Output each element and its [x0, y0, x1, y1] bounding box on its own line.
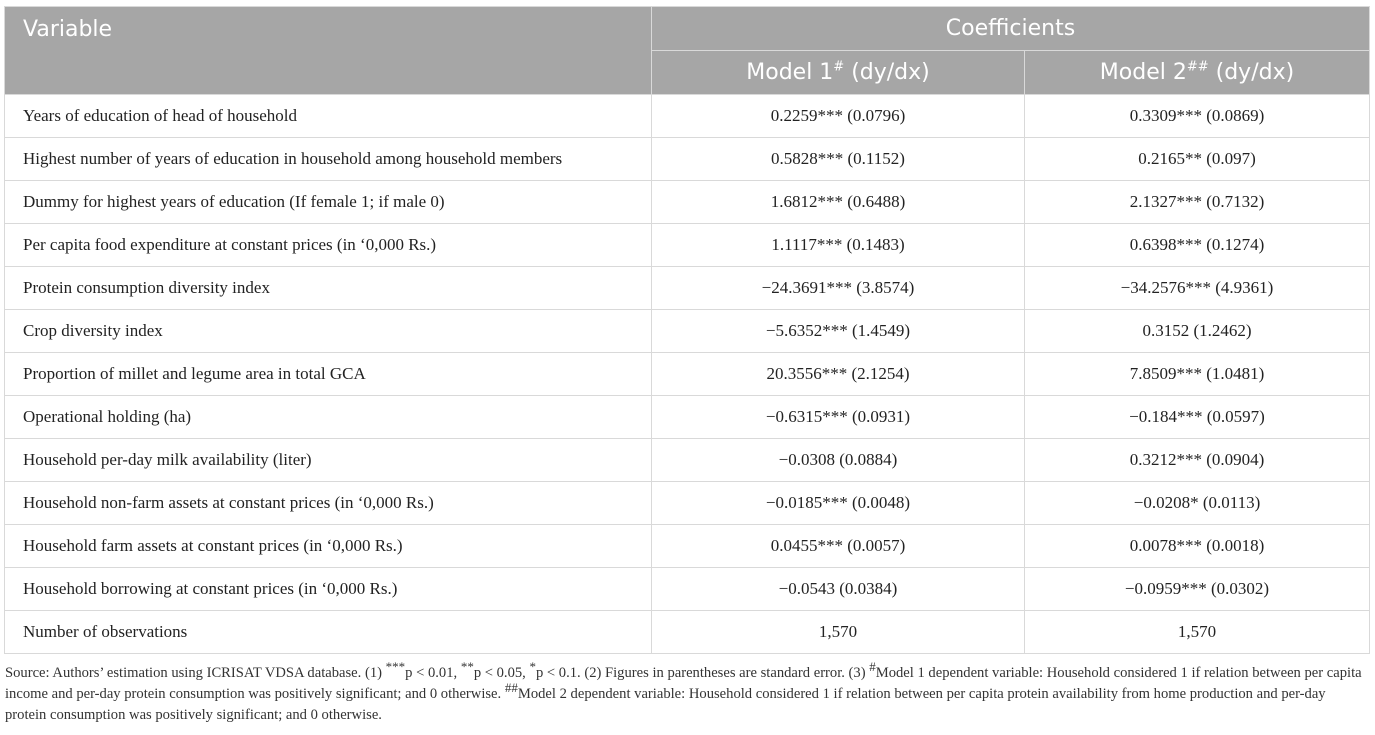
footnote-text: Model 2 dependent variable: Household considered 1 if relation between per capita protein availability from home production and per-day protein consumption was positively significant; and 0 otherwise.	[5, 686, 1326, 723]
footnote-sup: #	[869, 659, 876, 675]
footnote-sup: *	[529, 659, 536, 675]
model2-cell: 0.3152 (1.2462)	[1025, 310, 1370, 353]
model2-cell: −0.0208* (0.0113)	[1025, 482, 1370, 525]
model2-cell: 0.3212*** (0.0904)	[1025, 439, 1370, 482]
variable-cell: Highest number of years of education in household among household members	[5, 138, 652, 181]
model2-label: Model 2	[1099, 60, 1187, 85]
variable-cell: Operational holding (ha)	[5, 396, 652, 439]
model1-cell: −0.6315*** (0.0931)	[652, 396, 1025, 439]
model2-cell: 7.8509*** (1.0481)	[1025, 353, 1370, 396]
table-row	[5, 310, 1370, 353]
model2-cell: 0.3309*** (0.0869)	[1025, 95, 1370, 138]
model1-cell: −0.0185*** (0.0048)	[652, 482, 1025, 525]
model1-sup: #	[833, 59, 845, 75]
variable-cell: Proportion of millet and legume area in total GCA	[5, 353, 652, 396]
model1-cell: −24.3691*** (3.8574)	[652, 267, 1025, 310]
model1-cell: −5.6352*** (1.4549)	[652, 310, 1025, 353]
table-row	[5, 568, 1370, 611]
model2-suffix: (dy/dx)	[1208, 60, 1295, 85]
model2-cell: −0.184*** (0.0597)	[1025, 396, 1370, 439]
table-row	[5, 267, 1370, 310]
table-body	[5, 95, 1370, 654]
model1-cell: 0.5828*** (0.1152)	[652, 138, 1025, 181]
header-row-1	[5, 7, 1370, 51]
table-row	[5, 181, 1370, 224]
model2-cell: −0.0959*** (0.0302)	[1025, 568, 1370, 611]
model1-header	[652, 51, 1025, 95]
variable-cell: Household non-farm assets at constant prices (in ‘0,000 Rs.)	[5, 482, 652, 525]
model1-cell: 1,570	[652, 611, 1025, 654]
model1-cell: 20.3556*** (2.1254)	[652, 353, 1025, 396]
model1-cell: 0.0455*** (0.0057)	[652, 525, 1025, 568]
variable-cell: Household borrowing at constant prices (in ‘0,000 Rs.)	[5, 568, 652, 611]
model1-cell: −0.0308 (0.0884)	[652, 439, 1025, 482]
model2-cell: 0.6398*** (0.1274)	[1025, 224, 1370, 267]
table-footnote	[4, 659, 1370, 726]
table-row	[5, 353, 1370, 396]
footnote-sup: ##	[504, 680, 518, 696]
table-row	[5, 439, 1370, 482]
model1-cell: −0.0543 (0.0384)	[652, 568, 1025, 611]
results-table-container	[4, 6, 1369, 726]
table-row	[5, 224, 1370, 267]
model2-cell: 0.2165** (0.097)	[1025, 138, 1370, 181]
variable-cell: Protein consumption diversity index	[5, 267, 652, 310]
variable-column-header: Variable	[5, 7, 652, 95]
table-row	[5, 138, 1370, 181]
model1-cell: 1.1117*** (0.1483)	[652, 224, 1025, 267]
variable-cell: Dummy for highest years of education (If female 1; if male 0)	[5, 181, 652, 224]
footnote-text: p < 0.05,	[473, 665, 530, 681]
model2-header	[1025, 51, 1370, 95]
footnote-text: Source: Authors’ estimation using ICRISAT VDSA database. (1)	[5, 665, 386, 681]
table-row	[5, 482, 1370, 525]
variable-cell: Crop diversity index	[5, 310, 652, 353]
variable-cell: Number of observations	[5, 611, 652, 654]
variable-cell: Household farm assets at constant prices (in ‘0,000 Rs.)	[5, 525, 652, 568]
table-row	[5, 611, 1370, 654]
table-row	[5, 396, 1370, 439]
coefficients-header: Coefficients	[652, 7, 1370, 51]
table-header	[5, 7, 1370, 95]
model2-sup: ##	[1186, 59, 1209, 75]
model2-cell: 2.1327*** (0.7132)	[1025, 181, 1370, 224]
table-row	[5, 525, 1370, 568]
footnote-text: Model 1 dependent variable: Household considered 1 if relation between per capita income and per-day protein consumption was positively significant; and 0 otherwise.	[5, 665, 1362, 702]
model1-cell: 0.2259*** (0.0796)	[652, 95, 1025, 138]
model2-cell: 1,570	[1025, 611, 1370, 654]
model1-cell: 1.6812*** (0.6488)	[652, 181, 1025, 224]
footnote-sup: **	[460, 659, 474, 675]
model1-suffix: (dy/dx)	[844, 60, 930, 85]
coefficients-table	[4, 6, 1370, 654]
footnote-sup: ***	[385, 659, 406, 675]
footnote-text: p < 0.01,	[405, 665, 461, 681]
table-row	[5, 95, 1370, 138]
model1-label: Model 1	[746, 60, 834, 85]
model2-cell: 0.0078*** (0.0018)	[1025, 525, 1370, 568]
model2-cell: −34.2576*** (4.9361)	[1025, 267, 1370, 310]
variable-cell: Years of education of head of household	[5, 95, 652, 138]
footnote-text: p < 0.1. (2) Figures in parentheses are standard error. (3)	[535, 665, 870, 681]
variable-cell: Per capita food expenditure at constant prices (in ‘0,000 Rs.)	[5, 224, 652, 267]
variable-cell: Household per-day milk availability (liter)	[5, 439, 652, 482]
